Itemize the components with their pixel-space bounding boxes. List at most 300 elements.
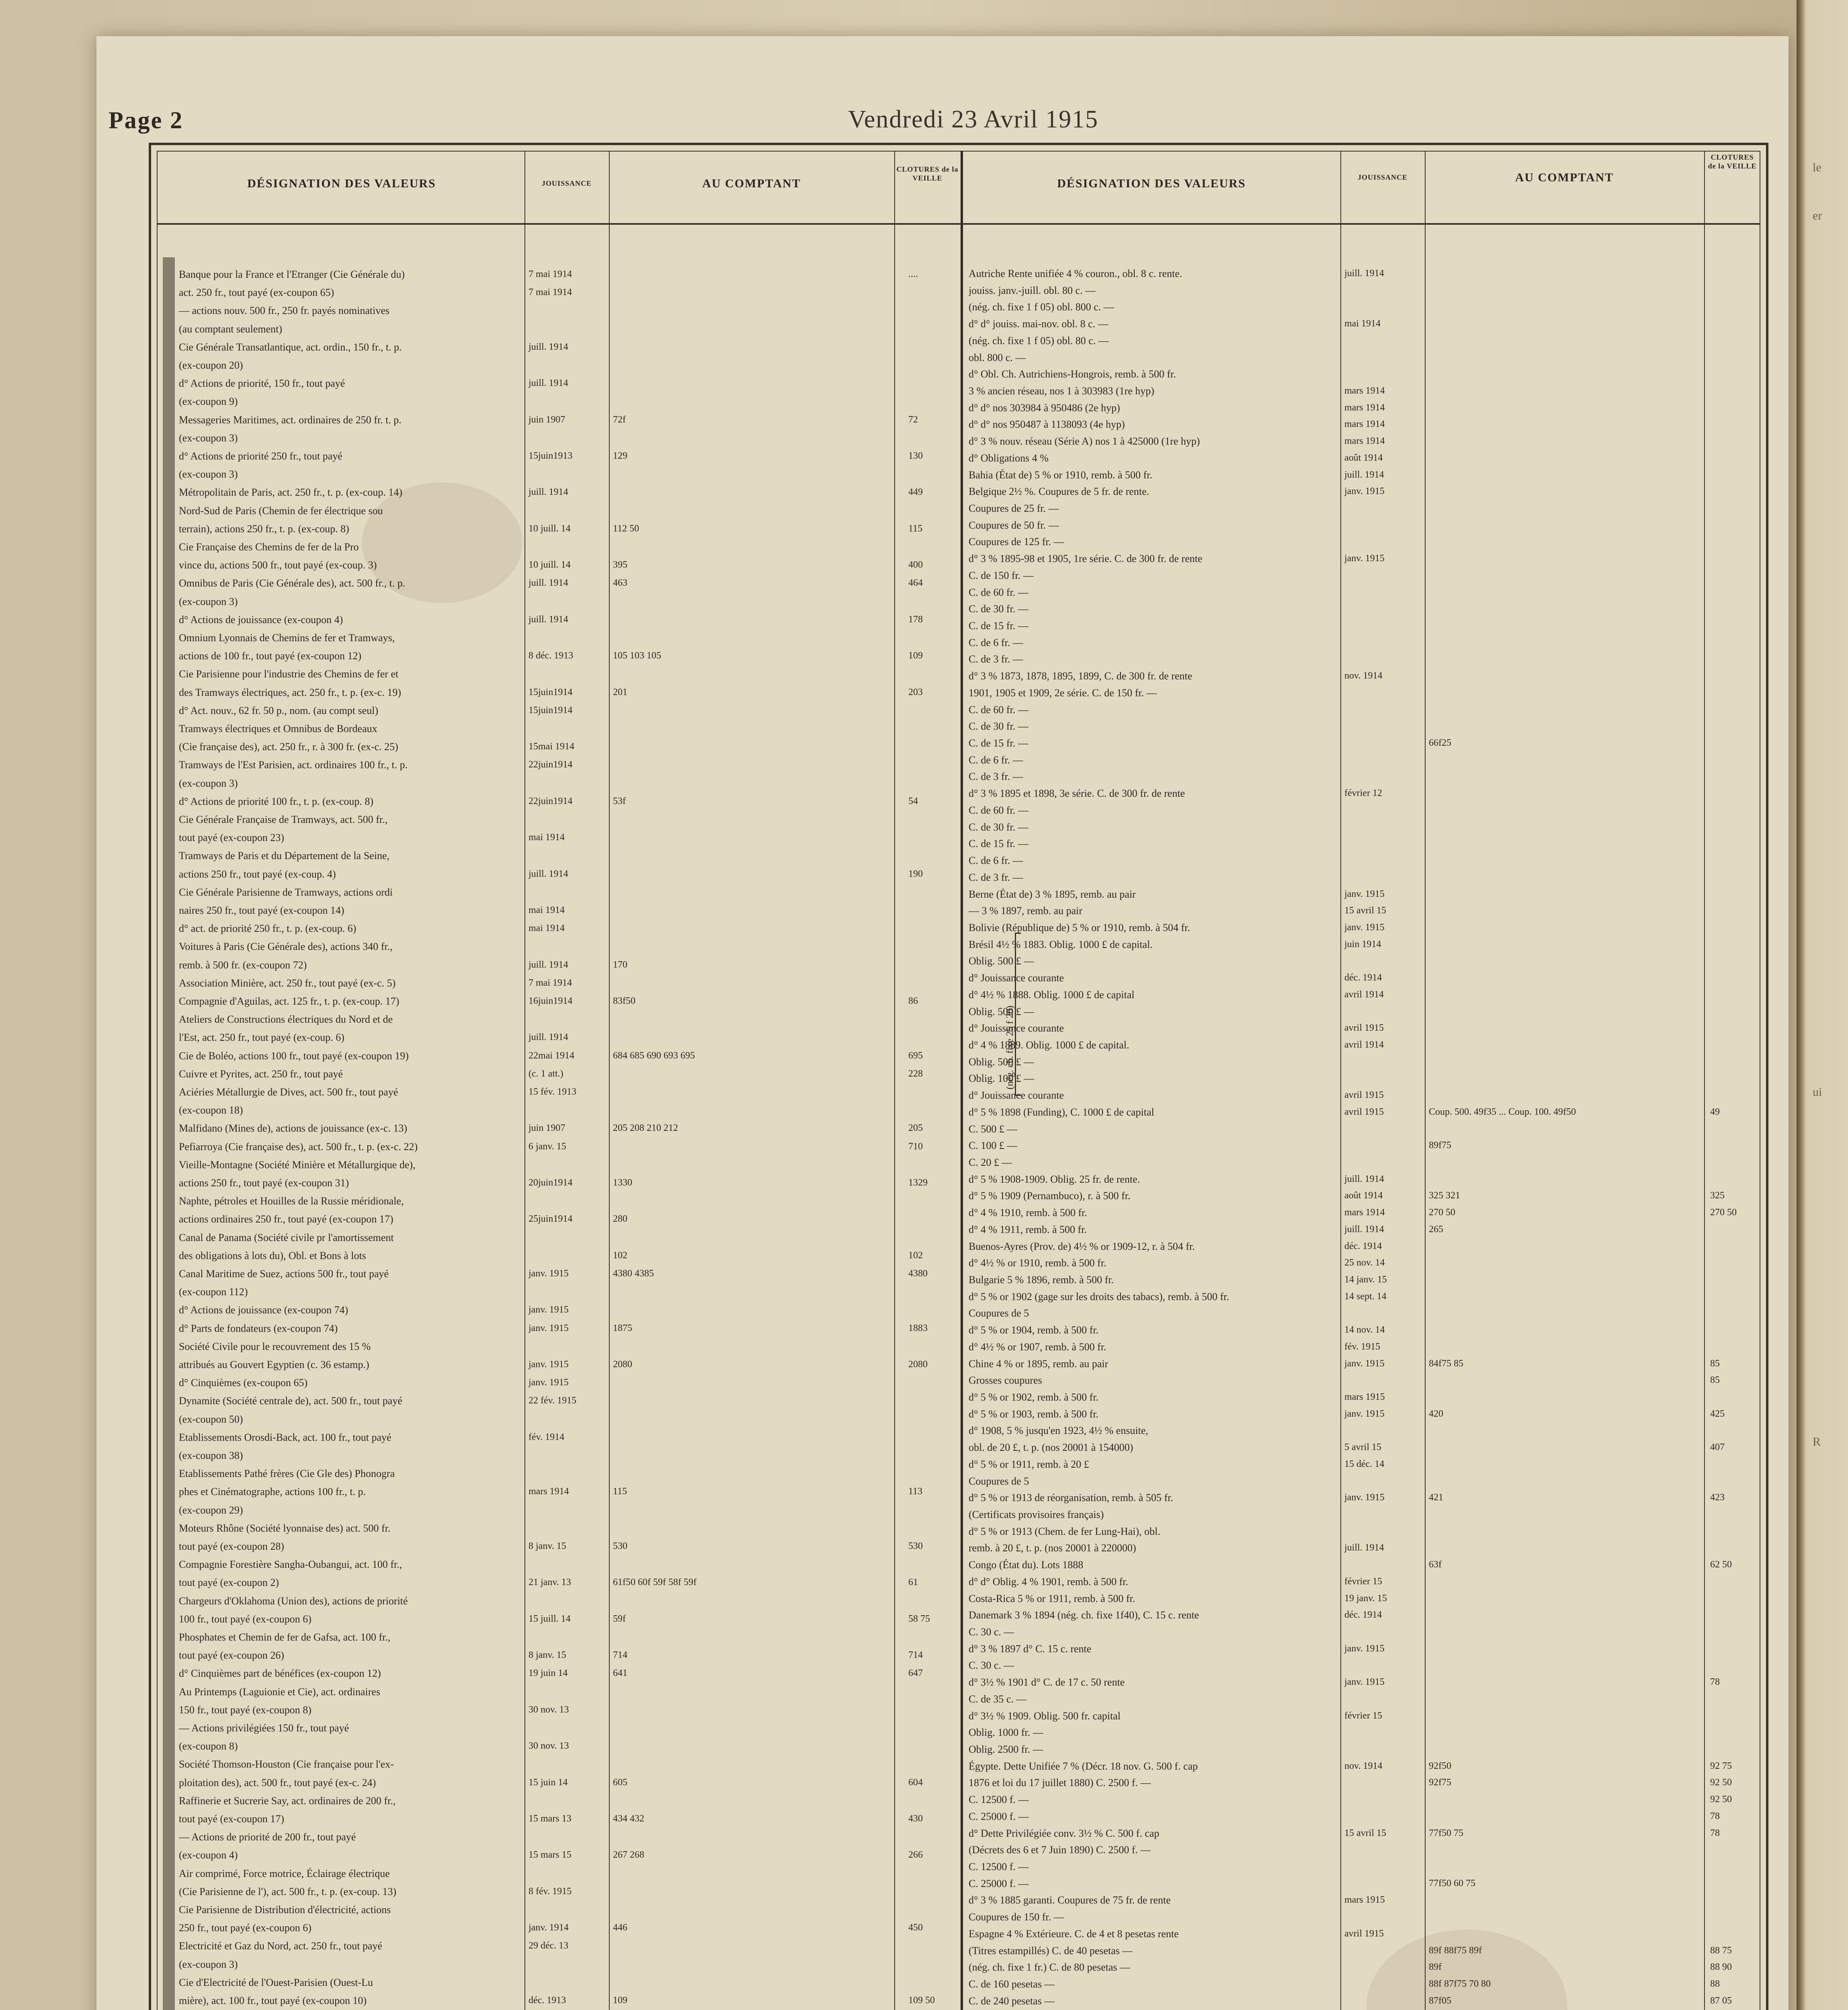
security-name: Coupures de 5 [969,1307,1029,1319]
listing-row [969,1523,1756,1540]
security-name: d° 3 % 1885 garanti. Coupures de 75 fr. de rente [969,1894,1171,1906]
listing-row [969,1926,1756,1942]
listing-row [179,1919,955,1937]
security-name: Canal de Panama (Société civile pr l'amortissement [179,1231,394,1243]
security-name: d° Cinquièmes part de bénéfices (ex-coupon 12) [179,1667,381,1680]
security-name: C. de 160 pesetas — [969,1978,1055,1990]
listing-row [969,567,1756,584]
security-name: d° Actions de priorité, 150 fr., tout payé [179,377,345,390]
security-name: phes et Cinématographe, actions 100 fr., t. p. [179,1486,366,1498]
security-name: (ex-coupon 8) [179,1740,238,1752]
jouissance-date: mars 1915 [1344,1392,1385,1402]
cash-price: 59f [613,1613,626,1624]
listing-row [179,392,955,410]
security-name: Omnium Lyonnais de Chemins de fer et Tramways, [179,632,395,644]
listing-row [969,768,1756,785]
jouissance-date: 10 juill. 14 [529,523,571,534]
cash-price: 109 [613,1995,627,2006]
jouissance-date: 14 sept. 14 [1344,1291,1387,1302]
security-name: Cie d'Electricité de l'Ouest-Parisien (Ouest-Lu [179,1976,373,1988]
security-name: C. de 3 fr. — [969,771,1023,783]
previous-close: 710 [908,1141,923,1152]
listing-row [179,1592,955,1610]
cash-price: 325 321 [1429,1190,1460,1201]
col-header-comptant-right: AU COMPTANT [1515,171,1614,184]
listing-row [969,1691,1756,1708]
listing-row [969,1439,1756,1456]
jouissance-date: 8 fév. 1915 [529,1886,572,1897]
listing-row [969,383,1756,400]
listing-row [179,1719,955,1737]
jouissance-date: août 1914 [1344,452,1383,463]
listing-row [179,919,955,937]
listing-row [179,865,955,883]
security-name: Canal Maritime de Suez, actions 500 fr., tout payé [179,1268,389,1280]
jouissance-date: juin 1907 [529,414,565,425]
jouissance-date: mars 1914 [529,1486,569,1497]
listing-row [179,1792,955,1810]
jouissance-date: 22juin1914 [529,759,573,770]
previous-close: 109 50 [908,1995,935,2006]
jouissance-date: juin 1907 [529,1123,565,1134]
listing-row [969,1540,1756,1557]
jouissance-date: juill. 1914 [529,341,568,352]
jouissance-date: juill. 1914 [529,1032,568,1043]
security-name: act. 250 fr., tout payé (ex-coupon 65) [179,287,334,299]
cash-price: 420 [1429,1408,1443,1419]
security-name: Vieille-Montagne (Société Minière et Métallurgique de), [179,1159,416,1171]
security-name: C. 25000 f. — [969,1877,1029,1889]
security-name: (ex-coupon 112) [179,1286,248,1298]
security-name: C. 20 £ — [969,1156,1012,1168]
listing-row [969,366,1756,383]
previous-close: 2080 [908,1359,928,1370]
previous-close: 714 [908,1650,923,1661]
listing-row [969,1842,1756,1858]
cash-price: 395 [613,560,627,570]
security-name: Air comprimé, Force motrice, Éclairage électrique [179,1867,390,1879]
previous-close: 78 [1710,1827,1720,1838]
security-name: — Actions privilégiées 150 fr., tout payé [179,1722,349,1734]
listing-row [179,647,955,665]
jouissance-date: avril 1914 [1344,1039,1384,1050]
security-name: tout payé (ex-coupon 28) [179,1540,285,1552]
listing-row [969,1674,1756,1691]
previous-close: 86 [908,996,918,1006]
previous-close: 325 [1710,1190,1725,1201]
listing-row [179,883,955,901]
listing-row [969,1121,1756,1138]
listing-row [179,320,955,338]
security-name: Association Minière, act. 250 fr., tout payé (ex-c. 5) [179,977,396,989]
listing-row [179,1701,955,1719]
security-name: C. de 6 fr. — [969,855,1023,867]
previous-close: 92 50 [1710,1794,1732,1805]
jouissance-date: juin 1914 [1344,939,1381,950]
listing-row [969,1003,1756,1020]
security-name: (ex-coupon 20) [179,359,243,371]
security-name: d° Act. nouv., 62 fr. 50 p., nom. (au compt seul) [179,704,379,716]
previous-close: 1329 [908,1177,928,1188]
security-name: Cie Générale Parisienne de Tramways, actions ordi [179,886,393,898]
listing-row [179,411,955,429]
previous-close: 72 [908,414,918,425]
jouissance-date: juill. 1914 [1344,1173,1384,1184]
listing-row [969,718,1756,735]
previous-close: 178 [908,614,923,625]
listing-row [179,593,955,611]
cash-price: 87f05 [1429,1995,1451,2006]
security-name: (nég. ch. fixe 1 f 05) obl. 800 c. — [969,301,1114,313]
security-name: attribués au Gouvert Egyptien (c. 36 estamp.) [179,1359,369,1370]
security-name: d° 5 % or 1902 (gage sur les droits des tabacs), remb. à 500 fr. [969,1290,1229,1302]
listing-row [179,810,955,829]
cash-price: 53f [613,796,626,806]
listing-row [969,1825,1756,1842]
security-name: des Tramways électriques, act. 250 fr., t. p. (ex-c. 19) [179,686,402,698]
listing-row [969,869,1756,886]
listing-row [969,1020,1756,1037]
security-name: d° 4 % 1911, remb. à 500 fr. [969,1223,1087,1235]
cash-price: 77f50 75 [1429,1827,1463,1838]
listing-row [969,1959,1756,1976]
listing-row [969,1624,1756,1641]
security-name: Nord-Sud de Paris (Chemin de fer électrique sou [179,505,383,517]
security-name: Cuivre et Pyrites, act. 250 fr., tout payé [179,1068,343,1080]
listing-row [969,1037,1756,1054]
security-name: Égypte. Dette Unifiée 7 % (Décr. 18 nov. G. 500 f. cap [969,1760,1198,1772]
jouissance-date: juill. 1914 [1344,1542,1384,1553]
listing-row [969,550,1756,567]
jouissance-date: déc. 1914 [1344,972,1382,983]
listing-row [969,819,1756,836]
listing-row [179,1501,955,1519]
listing-row [179,1010,955,1028]
jouissance-date: 15 mars 15 [529,1850,572,1860]
listing-row [969,886,1756,903]
security-name: — 3 % 1897, remb. au pair [969,905,1083,917]
previous-close: 450 [908,1922,923,1933]
listing-row [969,1154,1756,1171]
listing-row [179,1828,955,1846]
previous-close: 102 [908,1250,923,1261]
jouissance-date: juill. 1914 [1344,1224,1384,1235]
jouissance-date: (c. 1 att.) [529,1068,563,1079]
jouissance-date: 15 avril 15 [1344,905,1386,916]
previous-close: 464 [908,578,923,589]
cash-price: 129 [613,451,627,461]
listing-row [969,1808,1756,1825]
jouissance-date: janv. 1915 [529,1304,569,1315]
jouissance-date: août 1914 [1344,1190,1383,1201]
page-number: Page 2 [109,107,184,133]
security-name: tout payé (ex-coupon 2) [179,1577,279,1589]
jouissance-date: juill. 1914 [529,614,568,625]
previous-close: 109 [908,650,923,661]
security-name: C. de 6 fr. — [969,636,1023,648]
listing-row [969,1909,1756,1926]
listing-row [969,1774,1756,1791]
cash-price: 72f [613,414,626,425]
security-name: Coupures de 150 fr. — [969,1911,1064,1923]
security-name: C. de 30 fr. — [969,603,1028,615]
listing-row [969,1339,1756,1356]
security-name: des obligations à lots du), Obl. et Bons à lots [179,1249,366,1261]
security-name: Bahia (État de) 5 % or 1910, remb. à 500 fr. [969,469,1153,481]
listing-row [179,1119,955,1137]
security-name: d° d° Oblig. 4 % 1901, remb. à 500 fr. [969,1575,1129,1587]
listing-row [969,1489,1756,1506]
cash-price: 605 [613,1777,627,1788]
cash-price: 115 [613,1486,627,1497]
listing-row [969,1858,1756,1875]
listing-row [179,1174,955,1192]
security-name: C. de 60 fr. — [969,804,1028,816]
cash-price: 170 [613,959,627,970]
security-name: d° Jouissance courante [969,1089,1064,1101]
security-name: C. 500 £ — [969,1123,1018,1135]
listing-row [179,1428,955,1446]
security-name: — Actions de priorité de 200 fr., tout payé [179,1831,356,1843]
jouissance-date: 22juin1914 [529,796,573,806]
previous-close: 78 [1710,1677,1720,1688]
security-name: Messageries Maritimes, act. ordinaires de 250 fr. t. p. [179,414,402,426]
listing-row [179,1846,955,1864]
jouissance-date: 20juin1914 [529,1177,573,1188]
security-name: l'Est, act. 250 fr., tout payé (ex-coup. 6) [179,1032,344,1044]
cash-price: 267 268 [613,1850,644,1860]
listing-row [179,1229,955,1247]
listing-row [179,556,955,574]
jouissance-date: janv. 1915 [1344,922,1385,933]
security-name: d° 5 % 1909 (Pernambuco), r. à 500 fr. [969,1190,1131,1202]
jouissance-date: mars 1914 [1344,1207,1385,1218]
cash-price: 83f50 [613,996,635,1006]
jouissance-date: nov. 1914 [1344,1760,1383,1771]
security-name: remb. à 500 fr. (ex-coupon 72) [179,959,307,971]
listing-row [969,1892,1756,1909]
listing-row [969,1590,1756,1607]
listing-row [969,1322,1756,1339]
listing-row [969,1171,1756,1188]
listing-row [179,520,955,538]
security-name: actions ordinaires 250 fr., tout payé (ex-coupon 17) [179,1213,393,1225]
security-name: d° Obligations 4 % [969,452,1049,464]
security-name: (Titres estampillés) C. de 40 pesetas — [969,1944,1133,1957]
jouissance-date: 15juin1914 [529,705,573,716]
listing-row [179,1483,955,1501]
listing-row [969,1238,1756,1255]
listing-row [179,302,955,320]
security-name: C. de 6 fr. — [969,754,1023,766]
jouissance-date: mai 1914 [529,923,565,934]
listing-row [969,936,1756,953]
jouissance-date: 7 mai 1914 [529,977,572,988]
jouissance-date: 15 avril 15 [1344,1827,1386,1838]
security-name: Cie Générale Française de Tramways, act. 500 fr., [179,814,388,825]
listing-row [179,1610,955,1628]
security-name: C. de 15 fr. — [969,838,1028,850]
security-name: Etablissements Orosdi-Back, act. 100 fr., tout payé [179,1431,391,1443]
listing-row [969,1356,1756,1372]
jouissance-date: 25 nov. 14 [1344,1257,1385,1268]
jouissance-date: juill. 1914 [529,378,568,389]
listing-row [179,338,955,356]
jouissance-date: 10 juill. 14 [529,560,571,570]
jouissance-date: mars 1914 [1344,386,1385,396]
jouissance-date: janv. 1915 [529,1377,569,1388]
listing-row [969,1087,1756,1104]
listing-row [969,1607,1756,1624]
listing-row [179,1573,955,1592]
cash-price: 88f 87f75 70 80 [1429,1979,1491,1989]
listing-row [179,1810,955,1828]
previous-close: 115 [908,523,923,534]
cash-price: 4380 4385 [613,1268,654,1279]
jouissance-date: janv. 1915 [1344,1408,1385,1419]
security-name: d° 5 % or 1911, remb. à 20 £ [969,1458,1089,1470]
cash-price: 530 [613,1541,627,1551]
listing-row [179,502,955,520]
previous-close: 87 05 [1710,1995,1732,2006]
listing-row [969,785,1756,802]
listing-row [179,1446,955,1464]
jouissance-date: mars 1915 [1344,1895,1385,1905]
listing-row [969,1942,1756,1959]
binding-shadow [163,257,175,2010]
security-name: d° 4½ % or 1907, remb. à 500 fr. [969,1341,1106,1353]
jouissance-date: 15 juin 14 [529,1777,568,1788]
jouissance-date: juill. 1914 [529,959,568,970]
security-name: d° Jouissance courante [969,1022,1064,1034]
listing-row [969,1255,1756,1272]
jouissance-date: 30 nov. 13 [529,1741,569,1752]
listing-row [969,970,1756,987]
listing-row [969,802,1756,819]
listing-row [179,1410,955,1428]
jouissance-date: 16juin1914 [529,996,573,1006]
listing-row [969,517,1756,534]
security-name: d° Dette Privilégiée conv. 3½ % C. 500 f. cap [969,1827,1160,1839]
brace-bracket [1015,933,1021,1096]
security-name: Bulgarie 5 % 1896, remb. à 500 fr. [969,1274,1114,1286]
listing-row [179,1901,955,1919]
previous-close: 425 [1710,1408,1725,1419]
security-name: d° Obl. Ch. Autrichiens-Hongrois, remb. à 500 fr. [969,368,1176,380]
security-name: Tramways électriques et Omnibus de Bordeaux [179,723,377,734]
listing-row [969,1557,1756,1573]
security-name: d° 3 % 1897 d° C. 15 c. rente [969,1643,1092,1655]
jouissance-date: mars 1914 [1344,436,1385,447]
security-name: (ex-coupon 3) [179,777,238,789]
jouissance-date: avril 1915 [1344,1106,1384,1117]
listing-row [179,1537,955,1555]
listing-row [969,467,1756,484]
security-name: d° 3½ % 1901 d° C. de 17 c. 50 rente [969,1676,1125,1688]
listing-row [179,429,955,447]
security-name: Belgique 2½ %. Coupures de 5 fr. de rente. [969,486,1149,498]
jouissance-date: 14 nov. 14 [1344,1325,1385,1335]
cash-price: 92f75 [1429,1777,1451,1788]
cash-price: 446 [613,1922,627,1933]
listing-row [179,1973,955,1992]
cash-price: 89f75 [1429,1140,1451,1151]
jouissance-date: mars 1914 [1344,419,1385,430]
previous-close: 423 [1710,1492,1725,1503]
security-name: d° Actions de jouissance (ex-coupon 74) [179,1304,348,1316]
security-name: (Décrets des 6 et 7 Juin 1890) C. 2500 f. — [969,1844,1151,1856]
listing-row [179,1392,955,1410]
security-name: d° 4 % 1889. Oblig. 1000 £ de capital. [969,1039,1129,1051]
security-name: Pefiarroya (Cie française des), act. 500 fr., t. p. (ex-c. 22) [179,1140,418,1153]
previous-close: 113 [908,1486,923,1497]
listing-row [969,987,1756,1003]
security-name: C. de 3 fr. — [969,653,1023,665]
previous-close: 4380 [908,1268,928,1279]
listing-row [969,533,1756,550]
jouissance-date: janv. 1915 [1344,1677,1385,1688]
cash-price: 205 208 210 212 [613,1123,678,1134]
security-name: jouiss. janv.-juill. obl. 80 c. — [969,284,1096,296]
listing-row [969,1573,1756,1590]
listing-row [179,1683,955,1701]
listing-row [969,1976,1756,1993]
security-name: Etablissements Pathé frères (Cie Gle des) Phonogra [179,1468,395,1480]
previous-close: 130 [908,451,923,461]
listing-row [969,651,1756,668]
jouissance-date: février 15 [1344,1576,1382,1587]
listing-row [969,1204,1756,1221]
listing-row [969,1657,1756,1674]
previous-close: 62 50 [1710,1559,1732,1570]
listing-row [179,1283,955,1301]
jouissance-date: 22mai 1914 [529,1050,574,1061]
listing-row [179,1737,955,1755]
jouissance-date: 19 juin 14 [529,1668,568,1679]
previous-close: 78 [1710,1811,1720,1821]
previous-close: 604 [908,1777,923,1788]
previous-close: 61 [908,1577,918,1588]
security-name: (Certificats provisoires français) [969,1509,1104,1520]
security-name: Brésil 4½ % 1883. Oblig. 1000 £ de capital. [969,938,1153,950]
jouissance-date: janv. 1915 [1344,1492,1385,1503]
security-name: Phosphates et Chemin de fer de Gafsa, act. 100 fr., [179,1631,391,1643]
cash-price: Coup. 500. 49f35 ... Coup. 100. 49f50 [1429,1106,1576,1117]
jouissance-date: avril 1914 [1344,989,1384,1000]
listing-row [969,282,1756,299]
listing-row [969,1791,1756,1808]
cash-price: 92f50 [1429,1760,1451,1771]
cash-price: 421 [1429,1492,1443,1503]
listing-row [179,1265,955,1283]
security-name: Oblig. 500 £ — [969,955,1035,967]
listing-row [969,701,1756,718]
listing-row [179,774,955,792]
security-name: d° Actions de priorité 250 fr., tout payé [179,450,342,462]
security-name: C. de 15 fr. — [969,620,1028,632]
jouissance-date: avril 1915 [1344,1090,1384,1101]
security-name: Compagnie d'Aguilas, act. 125 fr., t. p. (ex-coup. 17) [179,995,400,1007]
security-name: Tramways de l'Est Parisien, act. ordinaires 100 fr., t. p. [179,759,408,771]
previous-close: 1883 [908,1323,928,1333]
security-name: Danemark 3 % 1894 (nég. ch. fixe 1f40), C. 15 c. rente [969,1609,1199,1621]
security-name: Cie Parisienne de Distribution d'électricité, actions [179,1904,391,1916]
jouissance-date: fév. 1915 [1344,1341,1381,1352]
cash-price: 265 [1429,1224,1443,1235]
jouissance-date: janv. 1915 [529,1268,569,1279]
jouissance-date: 15mai 1914 [529,741,574,752]
listing-row [969,349,1756,366]
